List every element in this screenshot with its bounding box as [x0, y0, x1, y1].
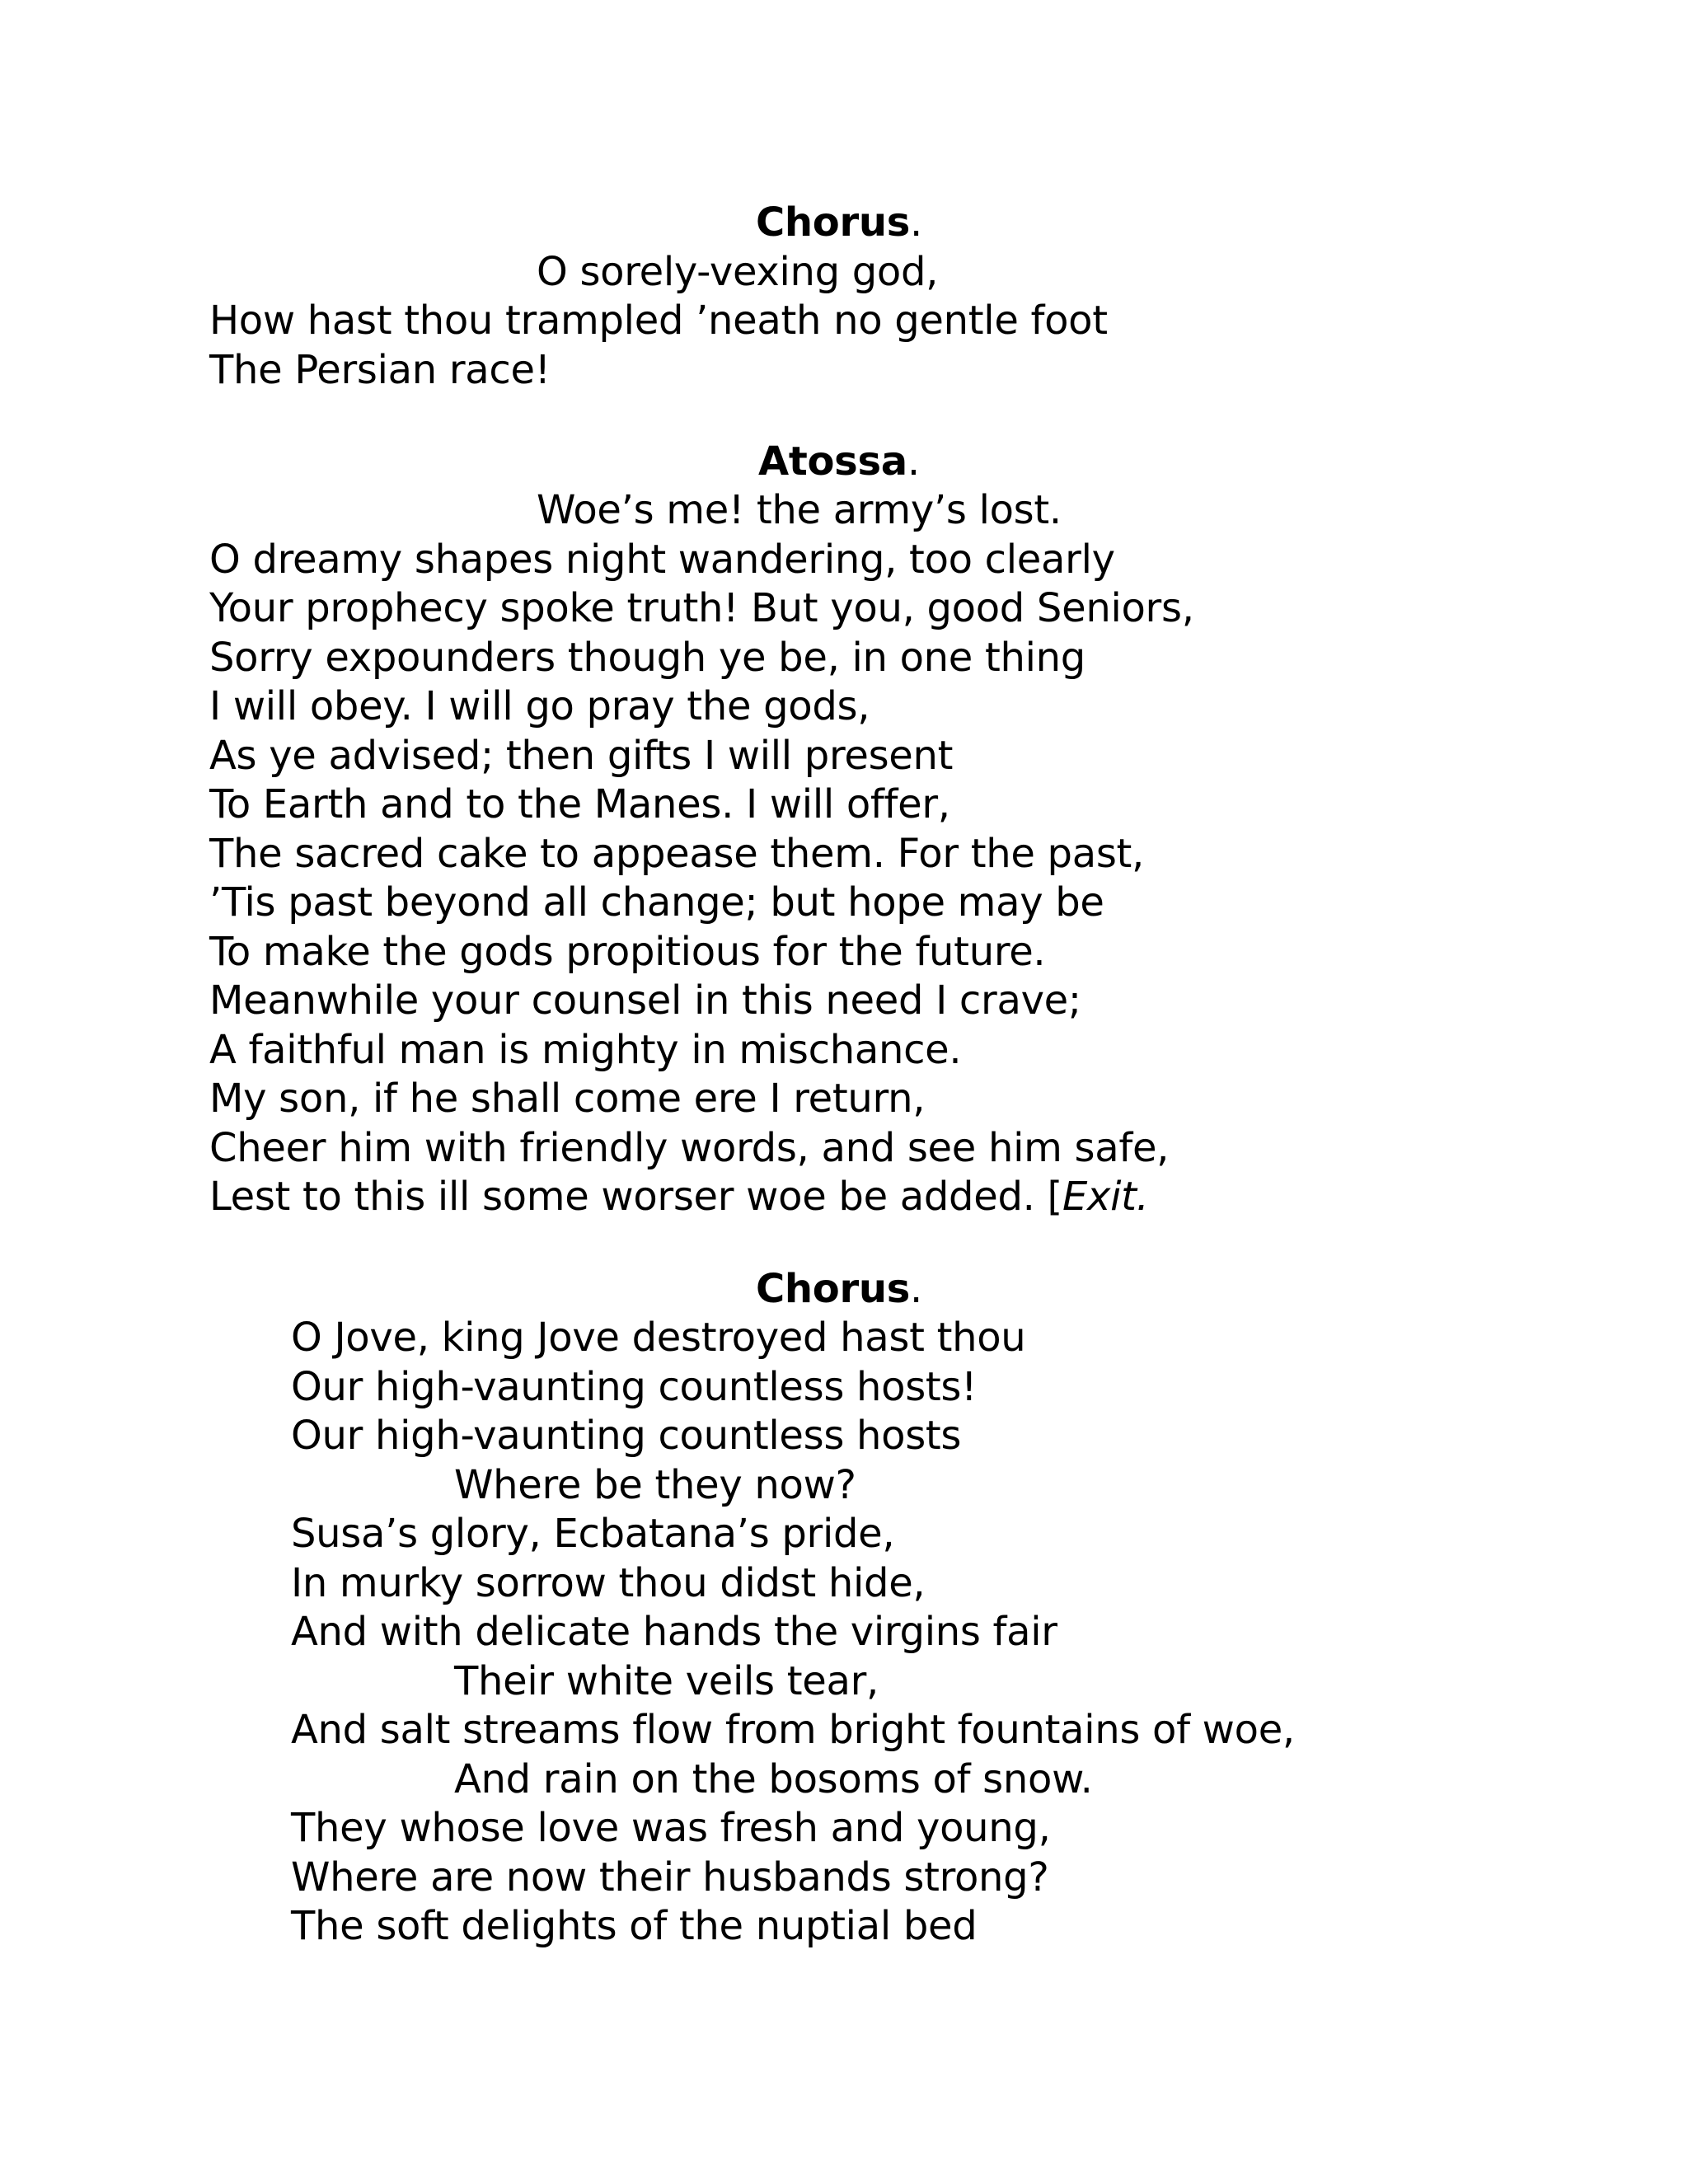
verse-line: And salt streams flow from bright fountains of woe, [291, 1707, 1295, 1753]
verse-line: Our high-vaunting countless hosts! [291, 1364, 978, 1410]
verse-line: The soft delights of the nuptial bed [291, 1903, 978, 1949]
verse-line: Susa’s glory, Ecbatana’s pride, [291, 1511, 895, 1557]
verse-line: O dreamy shapes night wandering, too clearly [209, 537, 1115, 583]
speaker-name: Atossa [758, 438, 907, 485]
speaker-name: Chorus [756, 1266, 910, 1312]
verse-line-with-exit [209, 1172, 1149, 1221]
verse-line: They whose love was fresh and young, [291, 1805, 1051, 1851]
verse-line: The sacred cake to appease them. For the past, [209, 831, 1145, 877]
verse-line: Where are now their husbands strong? [291, 1854, 1049, 1900]
verse-line: How hast thou trampled ’neath no gentle foot [209, 298, 1108, 344]
verse-line: Our high-vaunting countless hosts [291, 1413, 962, 1459]
verse-line: And with delicate hands the virgins fair [291, 1609, 1057, 1655]
verse-line: Their white veils tear, [454, 1658, 879, 1704]
verse-line: O sorely-vexing god, [537, 249, 939, 295]
verse-line: I will obey. I will go pray the gods, [209, 683, 870, 729]
verse-line: Lest to this ill some worser woe be added. [ [209, 1174, 1062, 1220]
verse-line: Woe’s me! the army’s lost. [537, 487, 1062, 533]
speaker-name: Chorus [756, 199, 910, 246]
verse-line: Sorry expounders though ye be, in one thing [209, 635, 1085, 681]
speaker-heading: Atossa. [758, 438, 920, 485]
verse-line: Where be they now? [454, 1462, 856, 1508]
verse-line: To Earth and to the Manes. I will offer, [209, 781, 950, 827]
speaker-heading: Chorus. [756, 1266, 922, 1312]
stage-direction: Exit. [1062, 1174, 1149, 1220]
verse-line: And rain on the bosoms of snow. [454, 1756, 1093, 1802]
verse-line: As ye advised; then gifts I will present [209, 733, 954, 779]
verse-line: The Persian race! [209, 347, 551, 393]
verse-line: Your prophecy spoke truth! But you, good Seniors, [209, 585, 1194, 631]
verse-line: O Jove, king Jove destroyed hast thou [291, 1315, 1026, 1361]
verse-line: A faithful man is mighty in mischance. [209, 1027, 962, 1073]
verse-line: To make the gods propitious for the future. [209, 929, 1046, 975]
verse-line: My son, if he shall come ere I return, [209, 1076, 926, 1122]
verse-line: Cheer him with friendly words, and see him safe, [209, 1125, 1170, 1171]
speaker-heading: Chorus. [756, 199, 922, 246]
verse-line: Meanwhile your counsel in this need I crave; [209, 977, 1081, 1024]
verse-line: In murky sorrow thou didst hide, [291, 1560, 926, 1606]
verse-line: ’Tis past beyond all change; but hope may be [209, 879, 1104, 926]
